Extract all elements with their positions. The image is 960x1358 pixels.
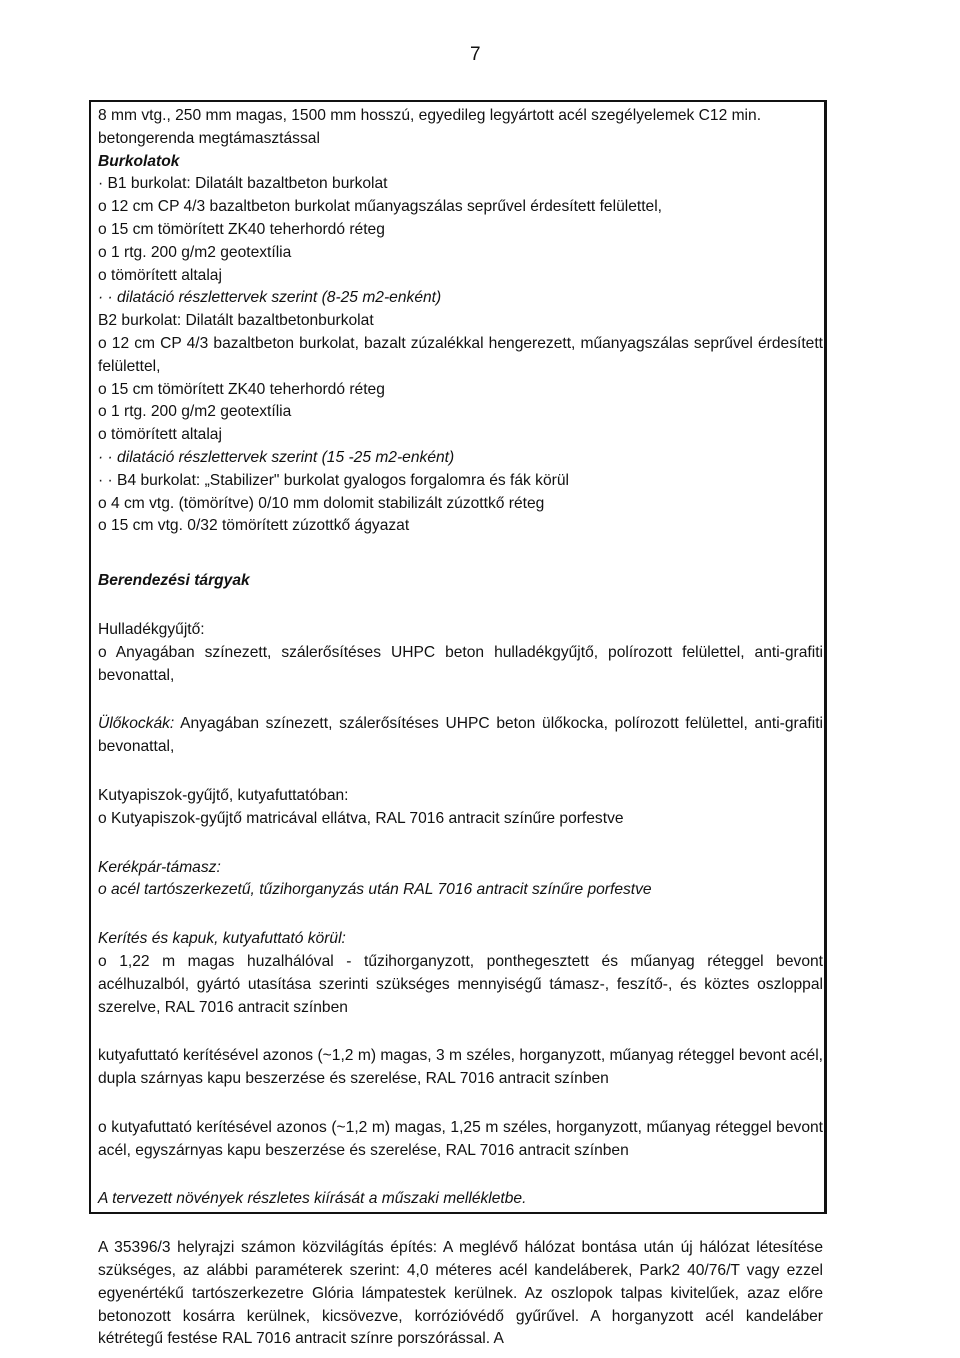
text-line: o 4 cm vtg. (tömörítve) 0/10 mm dolomit stabilizált zúzottkő réteg [98,494,545,512]
text-line: o 1 rtg. 200 g/m2 geotextília [98,243,292,261]
section-heading-berendezesi-targyak: Berendezési tárgyak [98,572,250,590]
section-heading-burkolatok: Burkolatok [98,152,180,170]
text-line: · · dilatáció részlettervek szerint (15 -25 m2-enként) [98,448,455,466]
text-line: Hulladékgyűjtő: [98,620,205,638]
text-line: o tömörített altalaj [98,266,222,284]
text-line: · · dilatáció részlettervek szerint (8-25 m2-enként) [98,289,442,307]
text-paragraph: kutyafuttató kerítésével azonos (~1,2 m) magas, 3 m széles, horganyzott, műanyag réteggel bevont acél, dupla szárnyas kapu beszerzése és szerelése, RAL 7016 antracit színben [98,1047,823,1088]
text-line: o 15 cm tömörített ZK40 teherhordó réteg [98,220,385,238]
text-line: Kerékpár-támasz: [98,858,221,876]
document-body [98,105,823,1351]
text-paragraph: A 35396/3 helyrajzi számon közvilágítás építés: A meglévő hálózat bontása után új hálózat létesítése szükséges, az alábbi paraméterek szerint: 4,0 méteres acél kandeláberek, Park2 40/76/T vagy ezzel egyenértékű tartószerkezetre Glória lámpatestek kerülnek. Az oszlopok talpas kivitelűek, azaz előre betonozott kosárra kerülnek, kicsövezve, korrózióvédő gyűrűvel. A horganyzott acél kandeláber kétrétegű festése RAL 7016 antracit színre porszórással. A [98,1239,823,1348]
text-line: o acél tartószerkezetű, tűzihorganyzás után RAL 7016 antracit színűre porfestve [98,881,652,899]
text-line: Kerítés és kapuk, kutyafuttató körül: [98,930,346,948]
inline-label-ulokockak: Ülőkockák: [98,715,175,733]
text-paragraph: o Anyagában színezett, szálerősítéses UHPC beton hulladékgyűjtő, polírozott felülettel, anti-grafiti bevonattal, [98,643,823,684]
text-line: o tömörített altalaj [98,426,222,444]
text-line: betongerenda megtámasztással [98,129,320,147]
text-line: o 15 cm tömörített ZK40 teherhordó réteg [98,380,385,398]
text-line: · · B4 burkolat: „Stabilizer" burkolat gyalogos forgalomra és fák körül [98,471,569,489]
text-line: o Kutyapiszok-gyűjtő matricával ellátva, RAL 7016 antracit színűre porfestve [98,809,624,827]
text-line: A tervezett növények részletes kiírását a műszaki mellékletbe. [98,1190,527,1208]
text-paragraph: o 1,22 m magas huzalhálóval - tűzihorganyzott, ponthegesztett és műanyag réteggel bevont acélhuzalból, gyártó utasítása szerinti szükséges mennyiségű támasz-, feszítő-, és köztes oszloppal szerelve, RAL 7016 antracit színben [98,952,823,1016]
text-line: Kutyapiszok-gyűjtő, kutyafuttatóban: [98,786,349,804]
text-paragraph: o 12 cm CP 4/3 bazaltbeton burkolat, bazalt zúzalékkal hengerezett, műanyagszálas seprűvel érdesített felülettel, [98,334,823,375]
text-line: o 15 cm vtg. 0/32 tömörített zúzottkő ágyazat [98,517,410,535]
text-paragraph [98,713,823,759]
text-line: 8 mm vtg., 250 mm magas, 1500 mm hosszú, egyedileg legyártott acél szegélyelemek C12 min. [98,107,762,124]
inline-text: Anyagában színezett, szálerősítéses UHPC beton ülőkocka, polírozott felülettel, anti-grafiti bevonattal, [98,715,823,756]
text-paragraph: o kutyafuttató kerítésével azonos (~1,2 m) magas, 1,25 m széles, horganyzott, műanyag réteggel bevont acél, egyszárnyas kapu beszerzése és szerelése, RAL 7016 antracit színben [98,1118,823,1159]
text-line: · B1 burkolat: Dilatált bazaltbeton burkolat [98,175,388,193]
text-line: o 12 cm CP 4/3 bazaltbeton burkolat műanyagszálas seprűvel érdesített felülettel, [98,198,663,216]
text-line: o 1 rtg. 200 g/m2 geotextília [98,403,292,421]
text-line: B2 burkolat: Dilatált bazaltbetonburkolat [98,312,374,330]
page-number: 7 [470,44,481,65]
